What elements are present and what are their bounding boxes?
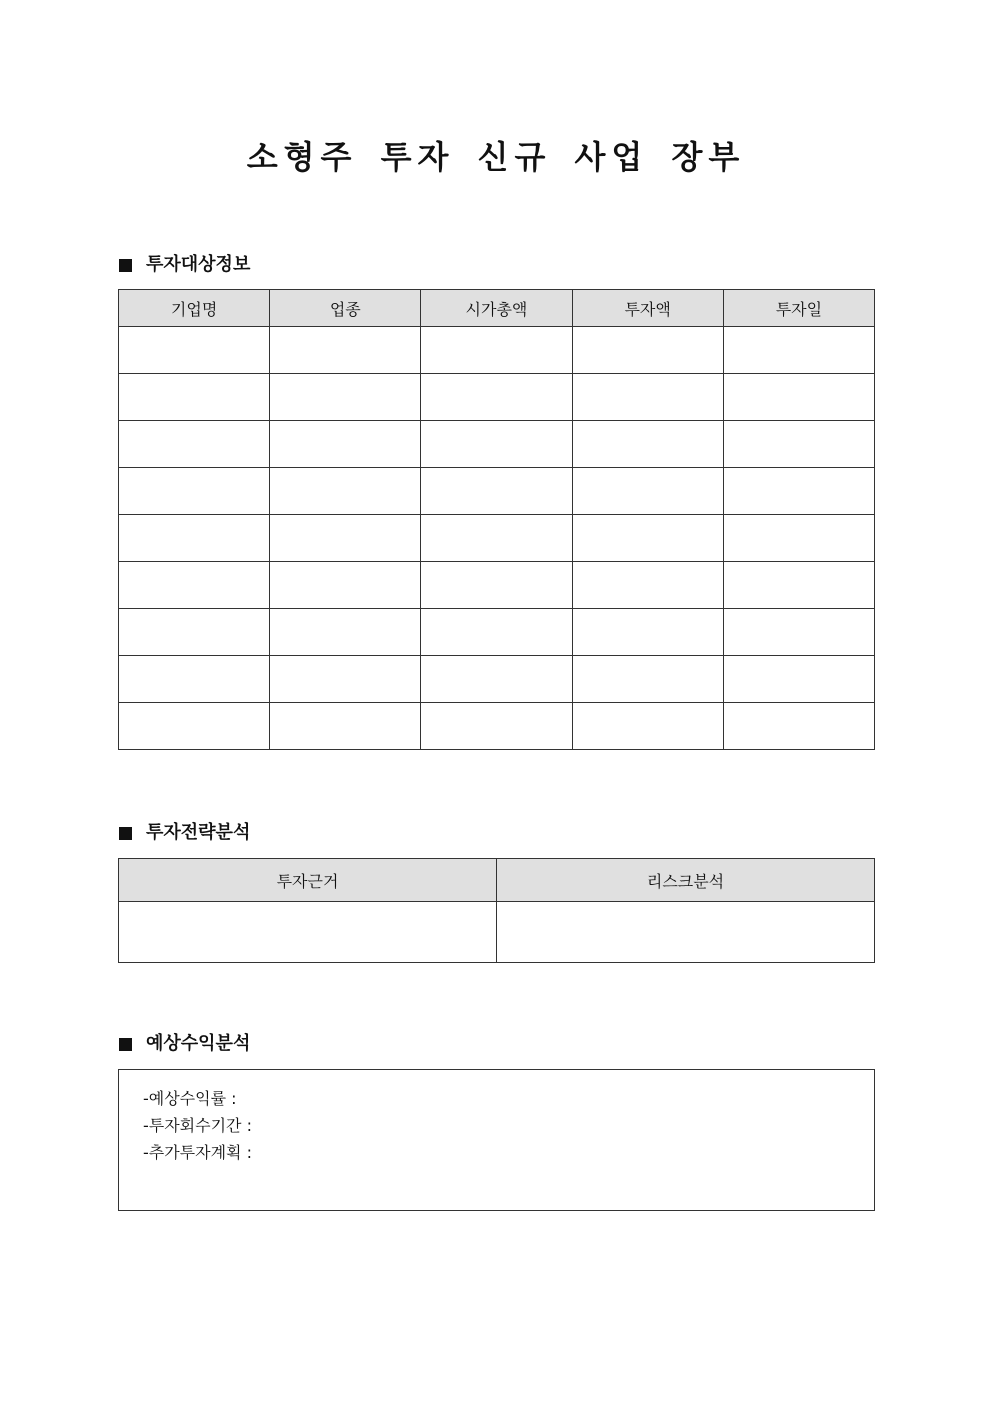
section-heading-label: 예상수익분석 (146, 1033, 251, 1054)
table-cell[interactable] (723, 703, 874, 750)
table-cell[interactable] (421, 703, 572, 750)
table-row (119, 656, 875, 703)
table-row (119, 327, 875, 374)
table-cell[interactable] (723, 327, 874, 374)
table-row (119, 421, 875, 468)
table-cell[interactable] (270, 327, 421, 374)
table-cell[interactable] (421, 609, 572, 656)
table-row (119, 609, 875, 656)
table-cell[interactable] (497, 902, 875, 963)
table-cell[interactable] (572, 374, 723, 421)
page-title: 소형주 투자 신규 사업 장부 (246, 138, 746, 176)
table-row (119, 562, 875, 609)
table-cell[interactable] (119, 609, 270, 656)
table-cell[interactable] (119, 515, 270, 562)
table-row (119, 515, 875, 562)
section-heading-strategy (119, 821, 250, 845)
table-cell[interactable] (572, 468, 723, 515)
table-cell[interactable] (270, 656, 421, 703)
column-header-industry: 업종 (270, 290, 421, 327)
table-row (119, 468, 875, 515)
section-heading-profit (119, 1032, 250, 1056)
table-cell[interactable] (421, 468, 572, 515)
expected-return-line: -예상수익률 : (143, 1089, 237, 1108)
table-header-row (119, 290, 875, 327)
table-cell[interactable] (119, 703, 270, 750)
table-cell[interactable] (421, 515, 572, 562)
investment-target-table (118, 289, 875, 750)
table-cell[interactable] (421, 562, 572, 609)
table-cell[interactable] (119, 468, 270, 515)
table-cell[interactable] (723, 656, 874, 703)
table-row (119, 374, 875, 421)
table-cell[interactable] (572, 327, 723, 374)
square-bullet-icon (119, 1038, 132, 1051)
table-cell[interactable] (270, 468, 421, 515)
table-row (119, 703, 875, 750)
table-cell[interactable] (270, 515, 421, 562)
table-cell[interactable] (723, 562, 874, 609)
table-cell[interactable] (421, 656, 572, 703)
section-heading-label: 투자전략분석 (146, 822, 251, 843)
table-cell[interactable] (119, 902, 497, 963)
table-cell[interactable] (270, 703, 421, 750)
section-heading-info (119, 253, 250, 277)
expected-profit-box[interactable] (118, 1069, 875, 1211)
table-cell[interactable] (119, 656, 270, 703)
table-cell[interactable] (421, 327, 572, 374)
table-cell[interactable] (572, 562, 723, 609)
column-header-investment-basis: 투자근거 (119, 859, 497, 902)
square-bullet-icon (119, 827, 132, 840)
table-cell[interactable] (572, 421, 723, 468)
strategy-analysis-table (118, 858, 875, 963)
table-row (119, 902, 875, 963)
table-cell[interactable] (270, 421, 421, 468)
table-cell[interactable] (572, 656, 723, 703)
additional-investment-line: -추가투자계획 : (143, 1143, 252, 1162)
table-header-row (119, 859, 875, 902)
column-header-investment-date: 투자일 (723, 290, 874, 327)
table-cell[interactable] (119, 374, 270, 421)
table-cell[interactable] (421, 374, 572, 421)
column-header-company: 기업명 (119, 290, 270, 327)
table-cell[interactable] (270, 562, 421, 609)
table-cell[interactable] (421, 421, 572, 468)
table-cell[interactable] (723, 374, 874, 421)
column-header-risk-analysis: 리스크분석 (497, 859, 875, 902)
table-cell[interactable] (119, 562, 270, 609)
table-cell[interactable] (723, 421, 874, 468)
table-cell[interactable] (572, 609, 723, 656)
square-bullet-icon (119, 259, 132, 272)
column-header-market-cap: 시가총액 (421, 290, 572, 327)
table-cell[interactable] (723, 609, 874, 656)
table-cell[interactable] (119, 327, 270, 374)
table-cell[interactable] (723, 468, 874, 515)
table-cell[interactable] (723, 515, 874, 562)
table-cell[interactable] (270, 374, 421, 421)
table-cell[interactable] (119, 421, 270, 468)
column-header-investment-amount: 투자액 (572, 290, 723, 327)
payback-period-line: -투자회수기간 : (143, 1116, 252, 1135)
section-heading-label: 투자대상정보 (146, 254, 251, 275)
table-cell[interactable] (270, 609, 421, 656)
table-cell[interactable] (572, 515, 723, 562)
table-cell[interactable] (572, 703, 723, 750)
